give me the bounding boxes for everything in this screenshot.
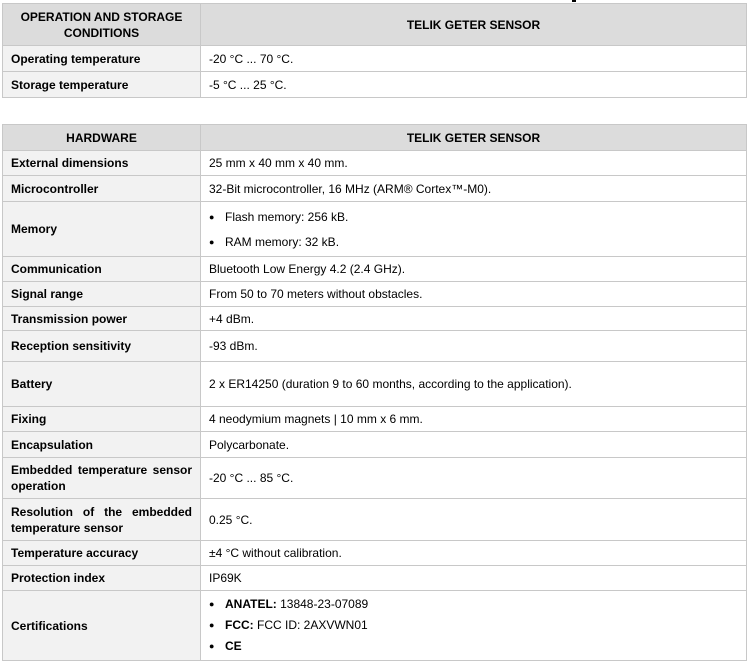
memory-list	[209, 204, 738, 254]
row-label-line: temperature sensor	[11, 520, 124, 535]
row-label: Protection index	[3, 566, 201, 591]
row-value: Polycarbonate.	[201, 432, 747, 458]
row-label: Signal range	[3, 282, 201, 307]
hardware-table	[2, 124, 747, 661]
table-row	[3, 307, 747, 331]
row-value: IP69K	[201, 566, 747, 591]
row-value: 32-Bit microcontroller, 16 MHz (ARM® Cortex™-M0).	[201, 176, 747, 202]
row-value: -5 °C ... 25 °C.	[201, 72, 747, 98]
hardware-header-row	[3, 125, 747, 151]
table-row	[3, 362, 747, 407]
table-row	[3, 458, 747, 499]
cert-key: FCC:	[225, 618, 254, 632]
row-label: Operating temperature	[3, 46, 201, 72]
row-value: 2 x ER14250 (duration 9 to 60 months, according to the application).	[201, 362, 747, 407]
table-row	[3, 331, 747, 362]
list-item	[209, 594, 738, 615]
row-label: Transmission power	[3, 307, 201, 331]
list-item	[209, 636, 738, 657]
table-row	[3, 202, 747, 257]
row-value: From 50 to 70 meters without obstacles.	[201, 282, 747, 307]
cert-key: CE	[225, 639, 242, 653]
conditions-header-row	[3, 4, 747, 46]
row-label: Memory	[3, 202, 201, 257]
row-value: 4 neodymium magnets | 10 mm x 6 mm.	[201, 407, 747, 432]
table-row	[3, 432, 747, 458]
row-value: -20 °C ... 85 °C.	[201, 458, 747, 499]
conditions-table	[2, 3, 747, 98]
row-value: -93 dBm.	[201, 331, 747, 362]
cert-value: 13848-23-07089	[276, 597, 369, 611]
table-row	[3, 566, 747, 591]
table-row	[3, 591, 747, 661]
row-label: Fixing	[3, 407, 201, 432]
row-label: Storage temperature	[3, 72, 201, 98]
row-label-line: Resolution of the embedded	[11, 504, 192, 519]
row-value: +4 dBm.	[201, 307, 747, 331]
row-label-line: Embedded temperature sensor	[11, 463, 192, 477]
table-row	[3, 151, 747, 176]
row-label: Encapsulation	[3, 432, 201, 458]
row-value: Bluetooth Low Energy 4.2 (2.4 GHz).	[201, 257, 747, 282]
conditions-header-label: OPERATION AND STORAGE CONDITIONS	[3, 4, 201, 46]
table-row	[3, 176, 747, 202]
conditions-header-value: TELIK GETER SENSOR	[201, 4, 747, 46]
list-item	[209, 615, 738, 636]
table-row	[3, 499, 747, 541]
table-row	[3, 407, 747, 432]
row-label: Certifications	[3, 591, 201, 661]
hardware-header-label: HARDWARE	[3, 125, 201, 151]
table-row	[3, 257, 747, 282]
page-edge-mark	[572, 0, 576, 2]
row-label: Communication	[3, 257, 201, 282]
table-row	[3, 46, 747, 72]
row-value: 25 mm x 40 mm x 40 mm.	[201, 151, 747, 176]
row-label: Temperature accuracy	[3, 541, 201, 566]
row-label	[3, 458, 201, 499]
row-value: 0.25 °C.	[201, 499, 747, 541]
row-label-line: operation	[11, 479, 66, 493]
row-label: Battery	[3, 362, 201, 407]
row-value: ±4 °C without calibration.	[201, 541, 747, 566]
list-item: ● Flash memory: 256 kB.	[209, 204, 738, 230]
table-row	[3, 282, 747, 307]
row-label: Reception sensitivity	[3, 331, 201, 362]
table-row	[3, 541, 747, 566]
cert-value: FCC ID: 2AXVWN01	[253, 618, 368, 632]
row-value	[201, 591, 747, 661]
row-value	[201, 202, 747, 257]
table-row	[3, 72, 747, 98]
certifications-list	[209, 594, 738, 657]
row-label: External dimensions	[3, 151, 201, 176]
hardware-header-value: TELIK GETER SENSOR	[201, 125, 747, 151]
cert-key: ANATEL:	[225, 597, 277, 611]
list-item: ● RAM memory: 32 kB.	[209, 230, 738, 254]
row-value: -20 °C ... 70 °C.	[201, 46, 747, 72]
row-label: Microcontroller	[3, 176, 201, 202]
row-label	[3, 499, 201, 541]
